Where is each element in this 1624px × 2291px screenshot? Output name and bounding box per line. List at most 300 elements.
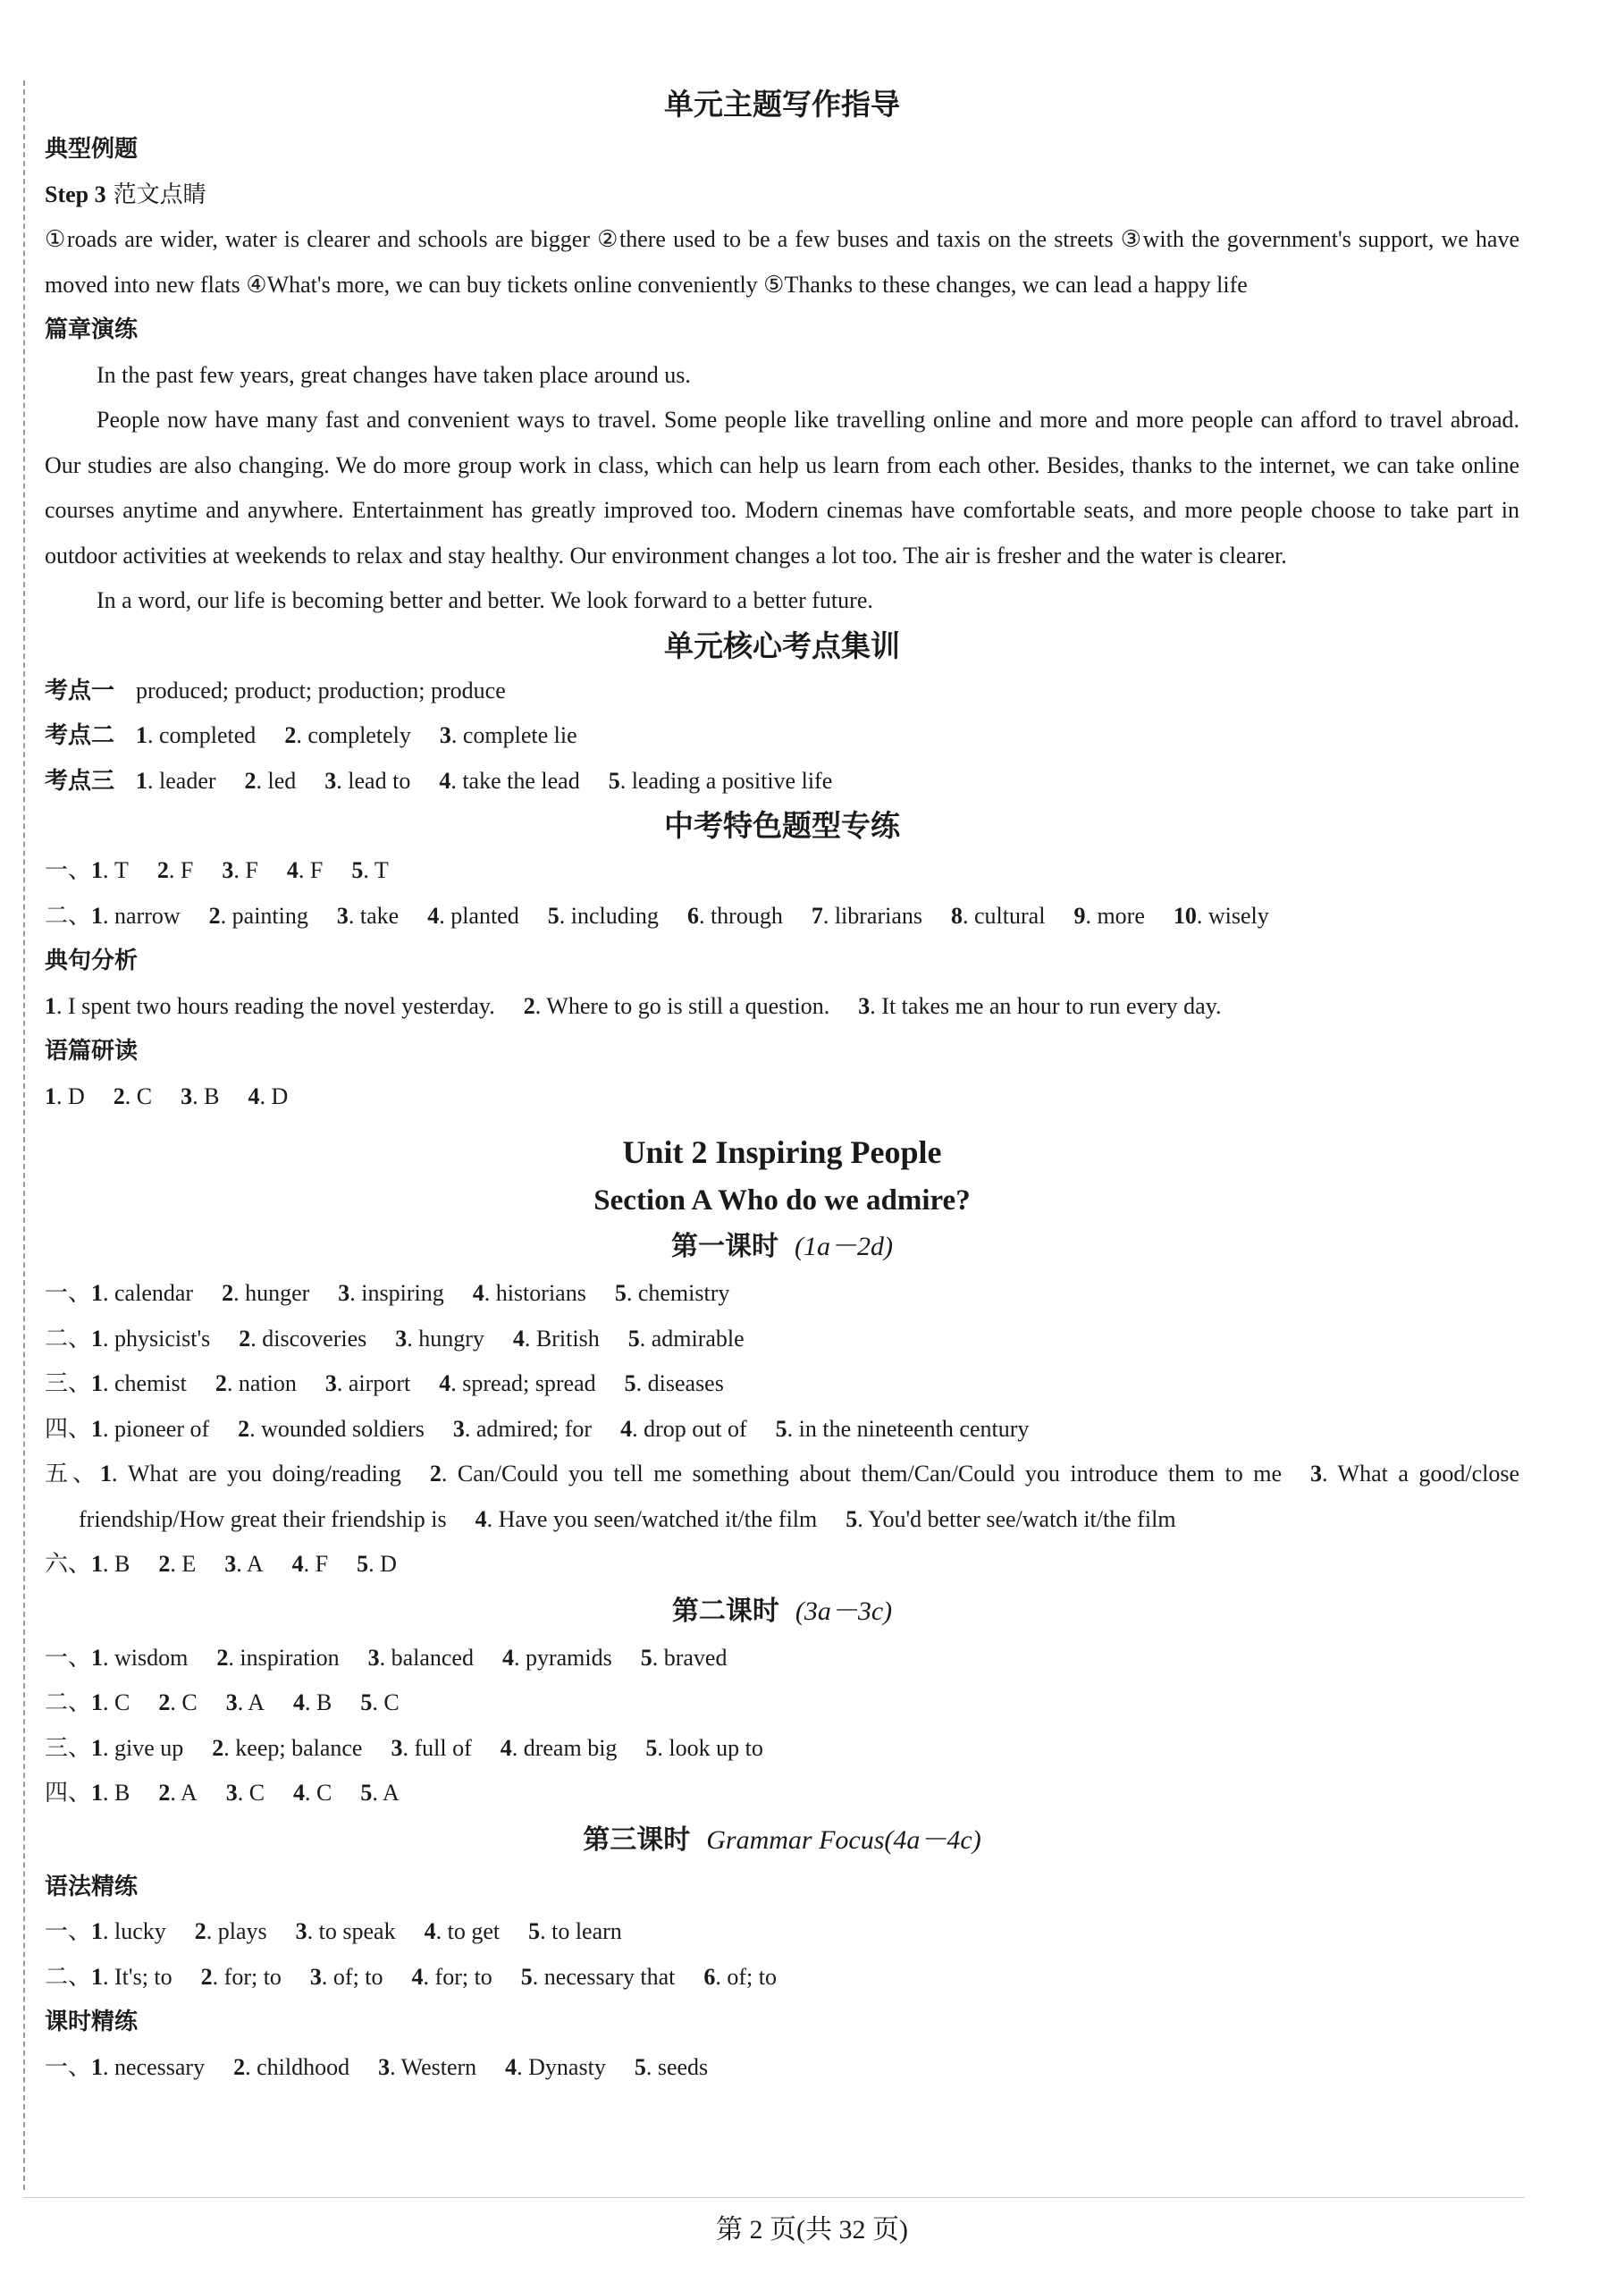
answer-text: . B <box>305 1689 332 1715</box>
answer-row <box>45 1407 1519 1453</box>
answer-text: . give up <box>103 1734 184 1761</box>
answer-text: . D <box>368 1551 397 1577</box>
answer-text: . look up to <box>657 1734 763 1761</box>
answer-item <box>337 903 399 929</box>
grammar-rows <box>45 1909 1519 2000</box>
essay-paragraph-1: In the past few years, great changes have taken place around us. <box>97 361 691 388</box>
kaodian-2-items <box>136 722 606 748</box>
answer-item <box>91 857 129 883</box>
answer-text: . C <box>170 1689 198 1715</box>
answer-number: 9 <box>1073 902 1086 929</box>
answer-row <box>45 1680 1519 1726</box>
answer-number: 3 <box>439 722 451 748</box>
row-items <box>91 1964 805 1990</box>
answer-item <box>338 1280 443 1306</box>
answer-number: 2 <box>200 1963 213 1990</box>
answer-item <box>238 1416 425 1442</box>
answer-item <box>521 1964 676 1990</box>
answer-item <box>91 1735 183 1761</box>
row-prefix: 三、 <box>45 1734 92 1762</box>
answer-number: 4 <box>505 2053 517 2080</box>
special-row-1-items <box>91 857 417 883</box>
row-items <box>91 1689 428 1715</box>
row-prefix: 一、 <box>45 857 92 884</box>
answer-number: 4 <box>293 1689 306 1715</box>
answer-text: . C <box>103 1689 130 1715</box>
answer-text: . F <box>303 1551 329 1577</box>
answer-number: 1 <box>91 1918 104 1944</box>
answer-number: 6 <box>703 1963 716 1990</box>
answer-row <box>45 1317 1519 1362</box>
answer-text: . braved <box>652 1644 728 1671</box>
kaodian-2-label: 考点二 <box>45 722 115 749</box>
answer-text: . C <box>305 1780 332 1806</box>
answer-text: . wisely <box>1196 902 1269 929</box>
answer-item <box>91 1326 210 1352</box>
answer-item <box>1174 903 1269 929</box>
answer-number: 2 <box>244 767 257 794</box>
answer-item <box>239 1326 366 1352</box>
section-title-special: 中考特色题型专练 <box>664 808 900 843</box>
answer-text: . discoveries <box>250 1325 367 1352</box>
lesson-1-row-6-items <box>91 1551 425 1577</box>
answer-item <box>628 1326 745 1352</box>
answer-number: 2 <box>216 1644 229 1671</box>
answer-text: . It's; to <box>103 1963 172 1990</box>
kaodian-1-label: 考点一 <box>45 677 115 704</box>
answer-text: . planted <box>439 902 519 929</box>
answer-number: 1 <box>91 902 104 929</box>
answer-text: . to get <box>435 1918 501 1944</box>
answer-item <box>91 903 181 929</box>
answer-text: . take <box>348 902 400 929</box>
sentence-analysis-label: 典句分析 <box>45 948 139 974</box>
answer-text: . to speak <box>307 1918 396 1944</box>
answer-item <box>100 1461 401 1487</box>
answer-item <box>287 857 323 883</box>
answer-item <box>635 2054 708 2080</box>
class-practice-label: 课时精练 <box>45 2009 139 2035</box>
essay-paragraph-2: People now have many fast and convenient ways to travel. Some people like travelling online and more and more people can afford to travel abroad. Our studies are also changing. We do more group work in class, which can help us learn from each other. Besides, thanks to the internet, we can take online courses anytime and anywhere. Entertainment has greatly improved too. Modern cinemas have comfortable seats, and more people choose to take part in outdoor activities at weekends to relax and stay healthy. Our environment changes a lot too. The air is fresher and the water is clearer. <box>45 407 1519 569</box>
answer-text: . childhood <box>245 2053 350 2080</box>
answer-number: 2 <box>158 1780 171 1806</box>
answer-item <box>310 1964 383 1990</box>
answer-text: . D <box>259 1082 289 1109</box>
reading-items <box>45 1074 1519 1120</box>
answer-text: . lucky <box>103 1918 166 1944</box>
answer-text: . led <box>256 767 297 794</box>
answer-text: . in the nineteenth century <box>787 1415 1030 1442</box>
answer-text: . calendar <box>103 1280 194 1306</box>
answer-number: 4 <box>439 767 451 794</box>
lesson-3-name: 第三课时 <box>583 1824 691 1856</box>
answer-number: 2 <box>156 857 169 883</box>
answer-item <box>378 2054 476 2080</box>
answer-item <box>91 1918 166 1944</box>
example-label: 典型例题 <box>45 136 139 163</box>
answer-item <box>776 1416 1030 1442</box>
answer-number: 1 <box>91 1644 104 1671</box>
answer-item <box>181 1083 219 1109</box>
answer-item <box>425 1918 501 1944</box>
lesson-2-rows <box>45 1636 1519 1816</box>
row-prefix: 二、 <box>45 1689 92 1716</box>
answer-row <box>45 1771 1519 1816</box>
answer-number: 3 <box>224 1551 237 1577</box>
answer-number: 1 <box>91 1415 104 1442</box>
answer-number: 4 <box>427 902 440 929</box>
answer-item <box>292 1551 328 1577</box>
answer-item <box>548 903 659 929</box>
answer-row <box>45 1726 1519 1772</box>
kaodian-3-items <box>136 768 861 794</box>
answer-item <box>858 993 1221 1019</box>
answer-number: 1 <box>91 1780 104 1806</box>
row-items <box>91 2054 736 2080</box>
answer-number: 4 <box>475 1505 487 1532</box>
lesson-3-range: Grammar Focus(4a－4c) <box>706 1824 981 1855</box>
answer-number: 5 <box>846 1505 858 1532</box>
answer-number: 5 <box>645 1734 658 1761</box>
answer-item <box>703 1964 777 1990</box>
answer-text: . hungry <box>407 1325 484 1352</box>
answer-number: 1 <box>99 1461 112 1487</box>
answer-number: 10 <box>1173 902 1197 929</box>
answer-text: . C <box>237 1780 265 1806</box>
answer-text: . Have you seen/watched it/the film <box>486 1505 818 1532</box>
answer-number: 8 <box>951 902 963 929</box>
row-prefix: 一、 <box>45 2053 92 2081</box>
answer-text: . librarians <box>822 902 923 929</box>
answer-number: 2 <box>215 1370 227 1396</box>
answer-text: . cultural <box>963 902 1046 929</box>
row-items <box>91 1280 758 1306</box>
step-number: Step 3 <box>45 181 106 207</box>
step-label <box>45 173 1519 218</box>
answer-number: 1 <box>136 767 148 794</box>
answer-text: . Dynasty <box>517 2053 606 2080</box>
answer-text: . full of <box>402 1734 472 1761</box>
answer-number: 4 <box>501 1644 514 1671</box>
answer-number: 3 <box>378 2053 391 2080</box>
answer-number: 1 <box>91 1734 104 1761</box>
answer-text: . British <box>524 1325 600 1352</box>
answer-text: . B <box>103 1780 130 1806</box>
answer-item <box>226 1689 265 1715</box>
answer-number: 1 <box>136 722 148 748</box>
row-items <box>91 1645 755 1671</box>
practice-label: 篇章演练 <box>45 316 139 343</box>
step-text: ①roads are wider, water is clearer and schools are bigger ②there used to be a few buses and taxis on the streets ③with the government's support, we have moved into new flats ④What's more, we can buy tickets online conveniently ⑤Thanks to these changes, we can lead a happy life <box>45 226 1519 298</box>
answer-number: 5 <box>634 2053 646 2080</box>
answer-item <box>475 1506 818 1532</box>
answer-text: . nation <box>226 1370 297 1396</box>
row-items <box>91 1735 792 1761</box>
answer-item <box>195 1918 267 1944</box>
answer-number: 3 <box>1310 1461 1323 1487</box>
answer-row <box>45 1271 1519 1317</box>
answer-item <box>136 768 216 794</box>
answer-item <box>91 1280 193 1306</box>
answer-item <box>91 1689 130 1715</box>
answer-text: . seeds <box>645 2053 709 2080</box>
answer-number: 1 <box>45 992 56 1019</box>
answer-item <box>395 1326 484 1352</box>
answer-text: . leader <box>147 767 216 794</box>
answer-number: 5 <box>528 1918 541 1944</box>
answer-text: . airport <box>336 1370 411 1396</box>
answer-text: . physicist's <box>103 1325 211 1352</box>
answer-text: . A <box>237 1689 265 1715</box>
answer-item <box>222 857 257 883</box>
answer-number: 3 <box>452 1415 465 1442</box>
lesson-1-row-5 <box>45 1452 1519 1542</box>
dashed-margin-line <box>23 80 25 2190</box>
row-prefix: 一、 <box>45 1280 92 1307</box>
answer-text: . balanced <box>379 1644 474 1671</box>
answer-item <box>158 1551 196 1577</box>
answer-item <box>158 1689 197 1715</box>
answer-row <box>45 2045 1519 2091</box>
answer-item <box>505 2054 606 2080</box>
answer-item <box>357 1551 397 1577</box>
answer-text: . wisdom <box>103 1644 189 1671</box>
answer-item <box>201 1964 282 1990</box>
answer-item <box>91 1645 188 1671</box>
answer-number: 4 <box>512 1325 525 1352</box>
lesson-1-range: (1a－2d) <box>795 1232 893 1261</box>
answer-item <box>284 722 411 748</box>
section-a-title: Section A Who do we admire? <box>593 1184 971 1217</box>
answer-number: 5 <box>614 1280 627 1306</box>
answer-text: . A <box>372 1780 400 1806</box>
answer-text: . Western <box>390 2053 477 2080</box>
answer-number: 4 <box>286 857 299 883</box>
row-items <box>91 1326 773 1352</box>
answer-item <box>293 1689 332 1715</box>
answer-text: . diseases <box>635 1370 724 1396</box>
answer-item <box>645 1735 762 1761</box>
answer-text: . historians <box>484 1280 586 1306</box>
answer-number: 2 <box>239 1325 251 1352</box>
row-items <box>91 1370 753 1396</box>
answer-text: . You'd better see/watch it/the film <box>857 1505 1176 1532</box>
answer-text: . dream big <box>511 1734 618 1761</box>
answer-item <box>453 1416 592 1442</box>
answer-item <box>391 1735 471 1761</box>
answer-number: 4 <box>500 1734 512 1761</box>
answer-text: . drop out of <box>632 1415 747 1442</box>
sentence-analysis-items <box>45 984 1519 1030</box>
answer-number: 6 <box>686 902 699 929</box>
answer-text: . admired; for <box>464 1415 593 1442</box>
row-prefix: 五、 <box>45 1461 100 1487</box>
answer-text: . necessary that <box>532 1963 676 1990</box>
answer-text: . wounded soldiers <box>249 1415 425 1442</box>
answer-number: 5 <box>627 1325 640 1352</box>
kaodian-3 <box>45 759 1519 804</box>
answer-number: 1 <box>45 1082 56 1109</box>
answer-number: 3 <box>324 1370 337 1396</box>
answer-text: . take the lead <box>450 767 580 794</box>
answer-number: 1 <box>91 1280 104 1306</box>
answer-number: 7 <box>811 902 823 929</box>
answer-item <box>351 857 388 883</box>
answer-item <box>501 1735 618 1761</box>
answer-number: 3 <box>367 1644 380 1671</box>
answer-number: 5 <box>357 1551 369 1577</box>
answer-number: 1 <box>91 1551 104 1577</box>
answer-number: 5 <box>640 1644 652 1671</box>
answer-text: . keep; balance <box>223 1734 363 1761</box>
answer-item <box>812 903 922 929</box>
answer-text: . painting <box>220 902 308 929</box>
answer-text: . C <box>124 1082 153 1109</box>
answer-number: 3 <box>391 1734 403 1761</box>
answer-number: 2 <box>194 1918 206 1944</box>
answer-number: 1 <box>91 1689 104 1715</box>
essay-paragraph-3: In a word, our life is becoming better and better. We look forward to a better future. <box>97 587 873 613</box>
answer-text: . spread; spread <box>450 1370 596 1396</box>
answer-text: . for; to <box>423 1963 492 1990</box>
answer-row <box>45 1636 1519 1681</box>
answer-number: 2 <box>429 1461 442 1487</box>
lesson-1-name: 第一课时 <box>671 1231 778 1262</box>
answer-item <box>293 1780 332 1806</box>
answer-item <box>224 1551 263 1577</box>
answer-text: . more <box>1085 902 1145 929</box>
answer-row <box>45 1955 1519 2000</box>
answer-item <box>45 993 495 1019</box>
step-cn: 范文点睛 <box>113 181 206 208</box>
row-prefix: 一、 <box>45 1644 92 1672</box>
answer-text: . to learn <box>540 1918 622 1944</box>
answer-number: 3 <box>225 1689 238 1715</box>
answer-text: . of; to <box>715 1963 777 1990</box>
answer-number: 5 <box>624 1370 636 1396</box>
answer-number: 3 <box>395 1325 408 1352</box>
row-prefix: 六、 <box>45 1551 92 1578</box>
answer-number: 3 <box>222 857 234 883</box>
answer-number: 5 <box>360 1689 373 1715</box>
answer-item <box>226 1780 265 1806</box>
answer-text: . B <box>103 1551 130 1577</box>
answer-text: . lead to <box>336 767 411 794</box>
lesson-2-range: (3a－3c) <box>795 1596 893 1626</box>
row-prefix: 四、 <box>45 1415 92 1443</box>
row-prefix: 二、 <box>45 902 92 930</box>
answer-text: . narrow <box>103 902 181 929</box>
lesson-2-title <box>45 1588 1519 1636</box>
kaodian-2 <box>45 713 1519 759</box>
answer-item <box>687 903 783 929</box>
answer-text: . plays <box>206 1918 267 1944</box>
answer-item <box>91 1964 172 1990</box>
answer-number: 4 <box>424 1918 436 1944</box>
row-items <box>91 1918 651 1944</box>
kaodian-1 <box>45 669 1519 714</box>
answer-number: 4 <box>248 1082 260 1109</box>
kaodian-3-label: 考点三 <box>45 767 115 795</box>
answer-number: 3 <box>858 992 871 1019</box>
answer-text: . including <box>559 902 659 929</box>
answer-item <box>360 1689 399 1715</box>
answer-number: 1 <box>91 1963 104 1990</box>
answer-item <box>473 1280 586 1306</box>
answer-text: . pioneer of <box>103 1415 210 1442</box>
answer-item <box>209 903 308 929</box>
page-content <box>45 82 1519 2090</box>
answer-text: . of; to <box>321 1963 383 1990</box>
answer-item <box>951 903 1045 929</box>
answer-item <box>45 1083 85 1109</box>
answer-text: . inspiring <box>349 1280 444 1306</box>
answer-text: . completed <box>147 722 257 748</box>
answer-item <box>524 993 830 1019</box>
answer-number: 3 <box>338 1280 350 1306</box>
answer-item <box>216 1645 339 1671</box>
answer-number: 5 <box>547 902 560 929</box>
answer-item <box>502 1645 612 1671</box>
answer-text: . for; to <box>212 1963 282 1990</box>
answer-item <box>212 1735 362 1761</box>
answer-item <box>296 1918 396 1944</box>
answer-text: . A <box>236 1551 264 1577</box>
answer-text: . D <box>56 1082 85 1109</box>
answer-item <box>245 768 297 794</box>
answer-text: . What are you doing/reading <box>111 1461 401 1487</box>
answer-text: . through <box>698 902 783 929</box>
section-title-core: 单元核心考点集训 <box>664 627 900 663</box>
special-row-2 <box>45 894 1519 939</box>
answer-number: 2 <box>113 1082 125 1109</box>
answer-number: 2 <box>523 992 535 1019</box>
answer-item <box>248 1083 288 1109</box>
answer-item <box>360 1780 399 1806</box>
answer-text: . A <box>170 1780 198 1806</box>
answer-item <box>513 1326 600 1352</box>
answer-item <box>325 1370 410 1396</box>
answer-number: 2 <box>158 1689 171 1715</box>
answer-text: . F <box>298 857 324 883</box>
answer-number: 5 <box>360 1780 373 1806</box>
answer-item <box>620 1416 747 1442</box>
answer-row <box>45 1361 1519 1407</box>
answer-number: 1 <box>91 1370 104 1396</box>
answer-item <box>439 768 579 794</box>
lesson-3-title <box>45 1816 1519 1865</box>
answer-text: . pyramids <box>513 1644 612 1671</box>
answer-number: 2 <box>222 1280 234 1306</box>
row-items <box>91 1416 1057 1442</box>
answer-number: 2 <box>233 2053 246 2080</box>
answer-number: 2 <box>238 1415 250 1442</box>
answer-item <box>1073 903 1144 929</box>
answer-item <box>427 903 519 929</box>
answer-item <box>157 857 193 883</box>
answer-text: . E <box>170 1551 197 1577</box>
answer-item <box>233 2054 349 2080</box>
unit-title: Unit 2 Inspiring People <box>622 1134 942 1170</box>
row-prefix: 四、 <box>45 1780 92 1807</box>
answer-text: . What a good/close friendship/How great their friendship is <box>79 1461 1519 1532</box>
row-items <box>91 1780 428 1806</box>
row-prefix: 二、 <box>45 1325 92 1352</box>
answer-text: . It takes me an hour to run every day. <box>870 992 1222 1019</box>
answer-number: 2 <box>158 1551 171 1577</box>
answer-item <box>439 1370 595 1396</box>
answer-text: . chemistry <box>626 1280 730 1306</box>
